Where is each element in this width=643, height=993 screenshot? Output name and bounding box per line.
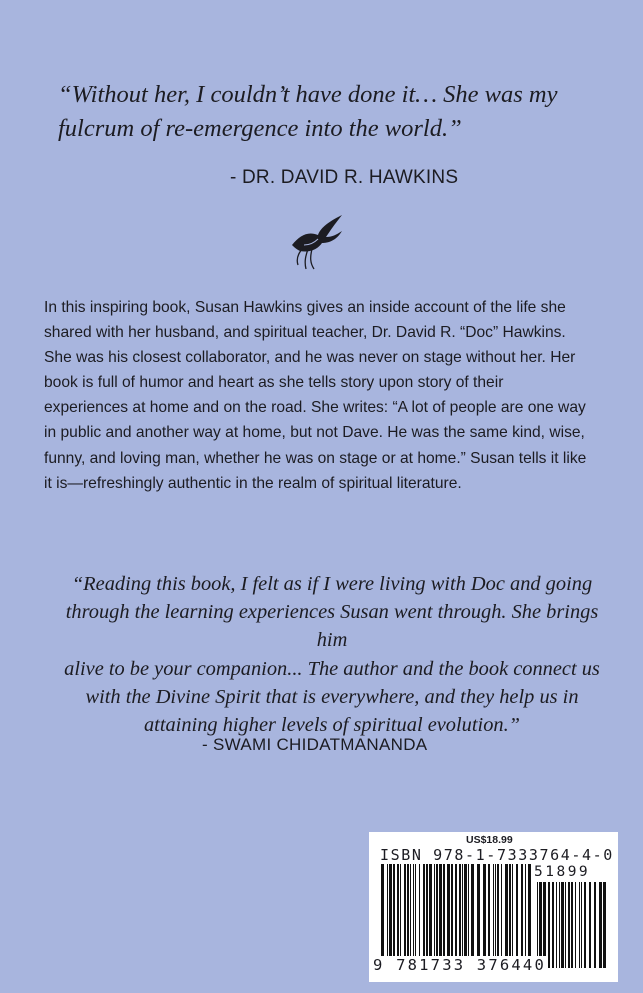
barcode-bar [516, 864, 518, 968]
barcode-bar [404, 864, 406, 968]
barcode-bar [393, 864, 395, 968]
barcode-bar [603, 882, 606, 968]
bird-icon [284, 213, 348, 271]
barcode-bar [400, 864, 401, 968]
barcode-bar [589, 882, 591, 968]
barcode-bar [468, 864, 469, 968]
bottom-quote-line: through the learning experiences Susan went through. She brings him [65, 601, 599, 652]
barcode-bar [552, 882, 554, 968]
barcode-bar [436, 864, 438, 968]
barcode-bar [413, 864, 414, 968]
barcode-bar [410, 864, 411, 968]
top-quote-line-1: “Without her, I couldn’t have done it… She was my [58, 81, 558, 108]
barcode-bar [423, 864, 425, 968]
barcode-bar [548, 882, 550, 968]
barcode-bar [387, 864, 388, 968]
barcode-bar [571, 882, 573, 968]
barcode-bar [429, 864, 432, 968]
barcode-bar [381, 864, 384, 968]
bottom-quote-line: alive to be your companion... The author and the book connect us [64, 657, 600, 680]
top-quote [58, 78, 598, 146]
description-line: experiences at home and on the road. She writes: “A lot of people are one way [44, 399, 586, 417]
barcode-bar [471, 864, 474, 968]
addon-code: 51899 [534, 864, 591, 880]
barcode-bar [525, 864, 526, 968]
barcode-bar [419, 864, 420, 968]
barcode-bar [389, 864, 392, 968]
barcode-bar [497, 864, 499, 968]
barcode-bar [521, 864, 523, 968]
barcode-bar [565, 882, 566, 968]
barcode-bar [568, 882, 570, 968]
description-line: it is—refreshingly authentic in the realm of spiritual literature. [44, 474, 462, 492]
barcode-bar [561, 882, 564, 968]
price-label: US$18.99 [466, 834, 513, 846]
bottom-quote-line: with the Divine Spirit that is everywhere, and they help us in [85, 685, 579, 708]
isbn-text: ISBN 978-1-7333764-4-0 [380, 846, 614, 864]
barcode-bar [488, 864, 490, 968]
description-line: book is full of humor and heart as she tells story upon story of their [44, 374, 504, 392]
barcode-bar [528, 864, 531, 968]
description [44, 295, 602, 496]
barcode-bar [483, 864, 486, 968]
barcode-bar [493, 864, 494, 968]
barcode-bar [512, 864, 513, 968]
barcode-bar [594, 882, 596, 968]
ean-barcode [381, 864, 531, 968]
description-line: funny, and loving man, whether he was on stage or at home.” Susan tells it like [44, 449, 587, 467]
barcode-bar [407, 864, 409, 968]
barcode-bar [579, 882, 580, 968]
barcode-bar [556, 882, 557, 968]
barcode-bar [559, 882, 560, 968]
description-line: In this inspiring book, Susan Hawkins gives an inside account of the life she [44, 299, 566, 316]
barcode-bar [439, 864, 442, 968]
barcode-bar [434, 864, 435, 968]
barcode-bar [505, 864, 508, 968]
barcode-bar [426, 864, 428, 968]
top-quote-attribution: - DR. DAVID R. HAWKINS [230, 167, 459, 188]
ean-digits: 9 781733 376440 [373, 956, 546, 974]
barcode-bar [584, 882, 586, 968]
barcode-bar [455, 864, 457, 968]
barcode-bar [415, 864, 416, 968]
barcode-bar [509, 864, 511, 968]
bottom-quote [62, 570, 602, 739]
barcode-bar [495, 864, 496, 968]
barcode-bar [451, 864, 453, 968]
bottom-quote-line: attaining higher levels of spiritual evolution.” [143, 714, 521, 737]
description-line: in public and another way at home, but not Dave. He was the same kind, wise, [44, 424, 585, 442]
barcode-bar [599, 882, 602, 968]
barcode-bar [501, 864, 502, 968]
barcode-bar [464, 864, 467, 968]
addon-barcode [537, 882, 609, 968]
barcode-bar [459, 864, 461, 968]
barcode-bar [397, 864, 399, 968]
barcode-bar [443, 864, 445, 968]
barcode-bar [477, 864, 480, 968]
barcode-bar [447, 864, 450, 968]
bottom-quote-attribution: - SWAMI CHIDATMANANDA [202, 735, 428, 754]
barcode-bar [575, 882, 576, 968]
top-quote-line-2: fulcrum of re-emergence into the world.” [58, 115, 462, 142]
barcode-bar [462, 864, 463, 968]
barcode-bar [581, 882, 582, 968]
description-line: She was his closest collaborator, and he was never on stage without her. Her [44, 349, 576, 367]
description-line: shared with her husband, and spiritual teacher, Dr. David R. “Doc” Hawkins. [44, 324, 566, 342]
barcode-panel [369, 832, 618, 982]
bottom-quote-line: “Reading this book, I felt as if I were living with Doc and going [71, 573, 593, 595]
